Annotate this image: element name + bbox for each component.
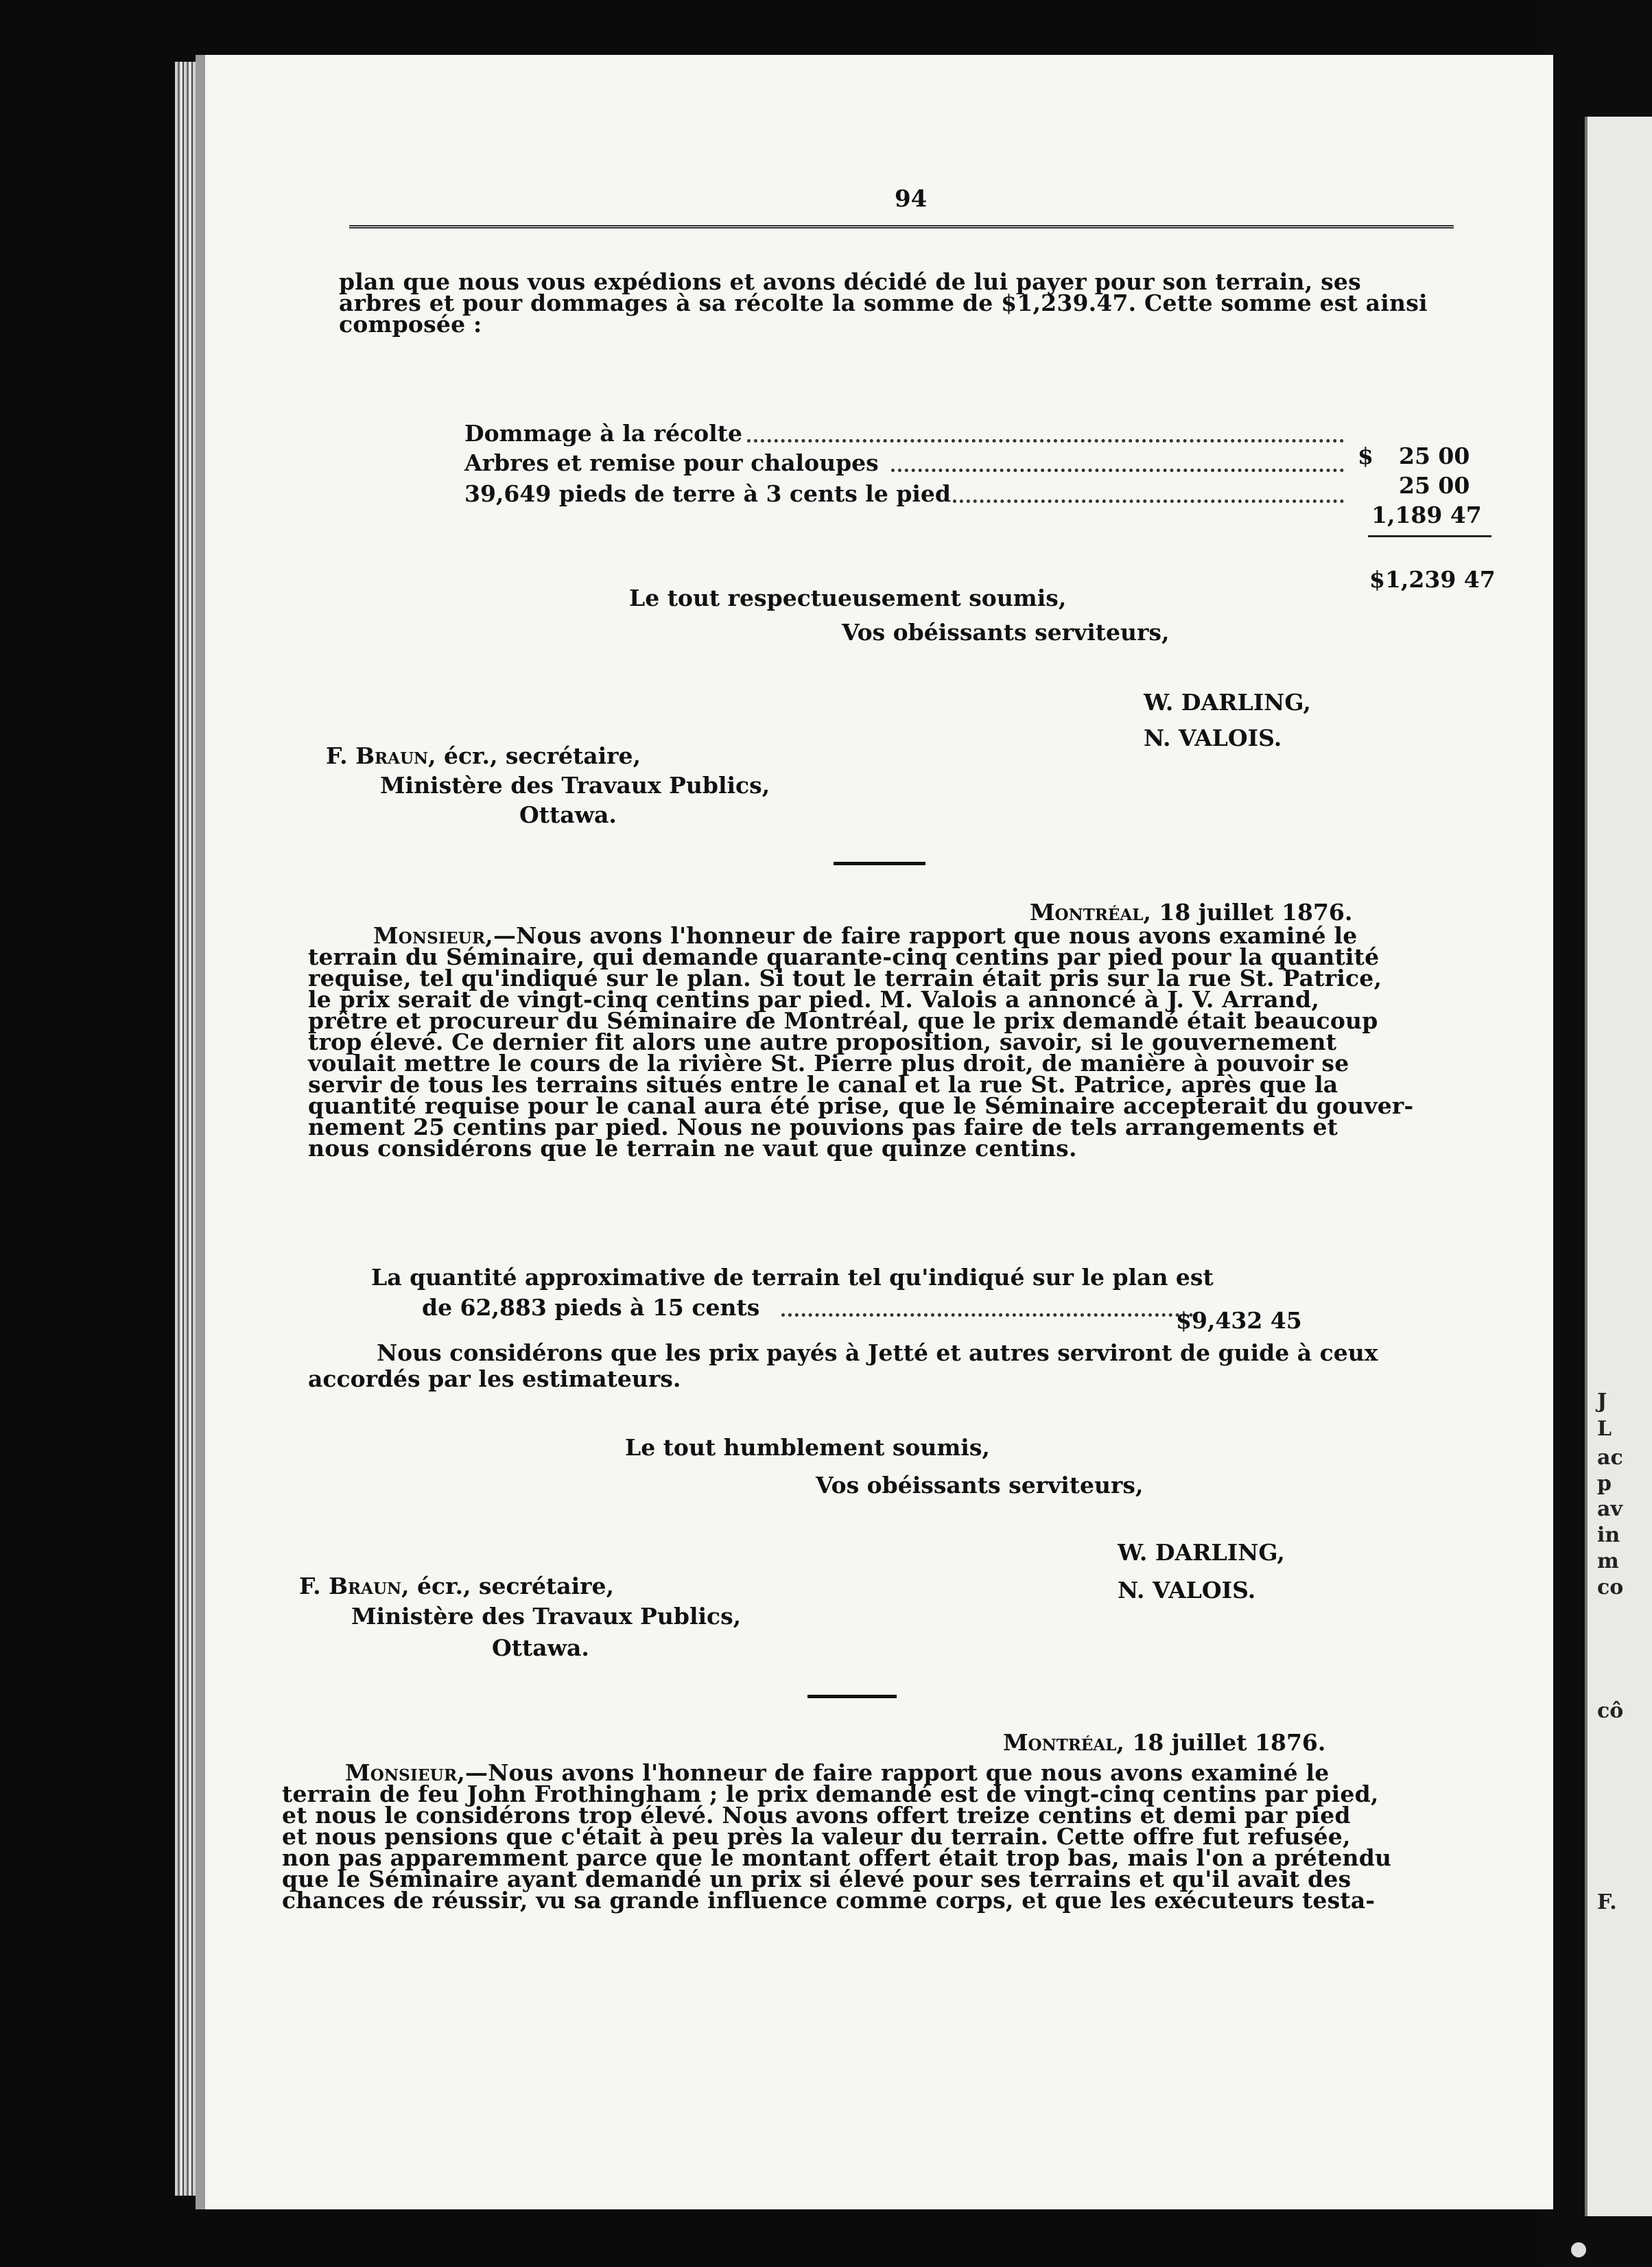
total-rule	[1368, 535, 1491, 537]
book-binding-edge	[175, 62, 196, 2196]
account-row-amount: 1,189 47	[1371, 502, 1482, 528]
section-divider	[834, 862, 925, 865]
document-page	[196, 55, 1553, 2209]
section-divider	[807, 1695, 897, 1698]
facing-page-fragment: cô	[1597, 1699, 1624, 1723]
closing-line: Vos obéissants serviteurs,	[816, 1472, 1144, 1499]
text-line: non pas apparemment parce que le montant offert était trop bas, mais l'on a prétendu	[282, 1844, 1392, 1871]
account-row-label: Arbres et remise pour chaloupes	[464, 449, 879, 476]
account-row-label: Dommage à la récolte	[464, 420, 742, 447]
text-line: requise, tel qu'indiqué sur le plan. Si tout le terrain était pris sur la rue St. Patrice,	[308, 965, 1382, 991]
text-line: voulait mettre le cours de la rivière St. Pierre plus droit, de manière à pouvoir se	[308, 1050, 1349, 1077]
text-line: nous considérons que le terrain ne vaut que quinze centins.	[308, 1135, 1077, 1162]
account-row-label: 39,649 pieds de terre à 3 cents le pied	[464, 480, 952, 507]
text-line: et nous pensions que c'était à peu près la valeur du terrain. Cette offre fut refusée,	[282, 1823, 1351, 1850]
intro-paragraph	[339, 268, 1464, 338]
facing-page-fragment: in	[1597, 1523, 1620, 1547]
page-number: 94	[895, 185, 928, 213]
addressee-name: F. Braun	[299, 1573, 402, 1599]
text-run: ,—Nous avons l'honneur de faire rapport que nous avons examiné le	[485, 922, 1358, 949]
header-rule	[349, 225, 1454, 228]
facing-page-edge	[1585, 117, 1652, 2216]
place-name: Montréal	[1030, 899, 1144, 926]
addressee-title: , écr., secrétaire,	[401, 1573, 615, 1599]
text-line: chances de réussir, vu sa grande influence comme corps, et que les exécuteurs testa-	[282, 1887, 1376, 1914]
text-line: composée :	[339, 311, 482, 338]
addressee-line: Ottawa.	[492, 1634, 589, 1661]
closing-line: Le tout respectueusement soumis,	[629, 585, 1067, 611]
leader-dots	[747, 439, 1344, 443]
text-line: arbres et pour dommages à sa récolte la somme de $1,239.47. Cette somme est ainsi	[339, 290, 1428, 316]
facing-page-fragment: av	[1597, 1497, 1622, 1521]
facing-page-fragment: co	[1597, 1575, 1624, 1599]
letter-date: , 18 juillet 1876.	[1116, 1729, 1326, 1756]
facing-page-fragment: F.	[1597, 1890, 1617, 1914]
facing-page-fragment: m	[1597, 1549, 1619, 1573]
signature-name: W. DARLING,	[1118, 1539, 1285, 1566]
addressee-line: Ottawa.	[519, 801, 617, 828]
account-row-amount: 25 00	[1399, 443, 1470, 469]
addressee-name: F. Braun	[326, 742, 429, 769]
text-line: quantité requise pour le canal aura été prise, que le Séminaire accepterait du gouver-	[308, 1092, 1414, 1119]
addressee-line: Ministère des Travaux Publics,	[351, 1603, 742, 1630]
signature-name: N. VALOIS.	[1144, 725, 1282, 751]
salutation: Monsieur	[345, 1759, 458, 1786]
closing-line: Vos obéissants serviteurs,	[842, 619, 1170, 646]
text-line: que le Séminaire ayant demandé un prix si élevé pour ses terrains et qu'il avait des	[282, 1866, 1352, 1892]
letter-date: , 18 juillet 1876.	[1143, 899, 1353, 926]
facing-page-fragment: L	[1597, 1417, 1612, 1441]
account-row-amount: 25 00	[1399, 472, 1470, 499]
text-line: plan que nous vous expédions et avons décidé de lui payer pour son terrain, ses	[339, 268, 1361, 295]
text-run: ,—Nous avons l'honneur de faire rapport que nous avons examiné le	[457, 1759, 1330, 1786]
leader-dots	[781, 1313, 1193, 1317]
text-line: et nous le considérons trop élevé. Nous avons offert treize centins et demi par pied	[282, 1802, 1351, 1829]
facing-page-fragment: ac	[1597, 1446, 1623, 1470]
signature-name: W. DARLING,	[1144, 689, 1311, 716]
addressee-title: , écr., secrétaire,	[428, 742, 641, 769]
letter-body	[282, 1759, 1455, 1914]
scan-speck	[1571, 2242, 1586, 2257]
leader-dots	[891, 469, 1344, 472]
place-name: Montréal	[1003, 1729, 1117, 1756]
signature-name: N. VALOIS.	[1118, 1577, 1256, 1604]
leader-dots	[953, 500, 1344, 503]
text-line: prêtre et procureur du Séminaire de Montréal, que le prix demandé était beaucoup	[308, 1007, 1378, 1034]
closing-line: Le tout humblement soumis,	[625, 1434, 990, 1461]
account-total: $1,239 47	[1369, 566, 1496, 593]
text-line: terrain de feu John Frothingham ; le prix demandé est de vingt-cinq centins par pied,	[282, 1781, 1379, 1807]
guide-line: Nous considérons que les prix payés à Jetté et autres serviront de guide à ceux	[377, 1339, 1378, 1366]
text-line: trop élevé. Ce dernier fit alors une autre proposition, savoir, si le gouvernement	[308, 1029, 1337, 1055]
letter-body	[308, 922, 1474, 1162]
approx-amount: $9,432 45	[1176, 1307, 1302, 1334]
addressee-line	[299, 1573, 614, 1599]
letter-dateline	[1003, 1729, 1325, 1756]
text-line: servir de tous les terrains situés entre le canal et la rue St. Patrice, après que la	[308, 1071, 1338, 1098]
addressee-line	[326, 742, 641, 769]
facing-page-fragment: J	[1597, 1389, 1607, 1413]
text-line: le prix serait de vingt-cinq centins par pied. M. Valois a annoncé à J. V. Arrand,	[308, 986, 1320, 1013]
salutation: Monsieur	[373, 922, 486, 949]
addressee-line: Ministère des Travaux Publics,	[380, 772, 770, 799]
facing-page-fragment: p	[1597, 1472, 1612, 1496]
approx-line: de 62,883 pieds à 15 cents	[422, 1294, 760, 1321]
guide-line: accordés par les estimateurs.	[308, 1365, 681, 1392]
text-line: terrain du Séminaire, qui demande quarante-cinq centins par pied pour la quantité	[308, 943, 1380, 970]
text-line: nement 25 centins par pied. Nous ne pouvions pas faire de tels arrangements et	[308, 1114, 1338, 1140]
dollar-sign: $	[1358, 443, 1373, 469]
approx-line: La quantité approximative de terrain tel qu'indiqué sur le plan est	[371, 1264, 1214, 1291]
